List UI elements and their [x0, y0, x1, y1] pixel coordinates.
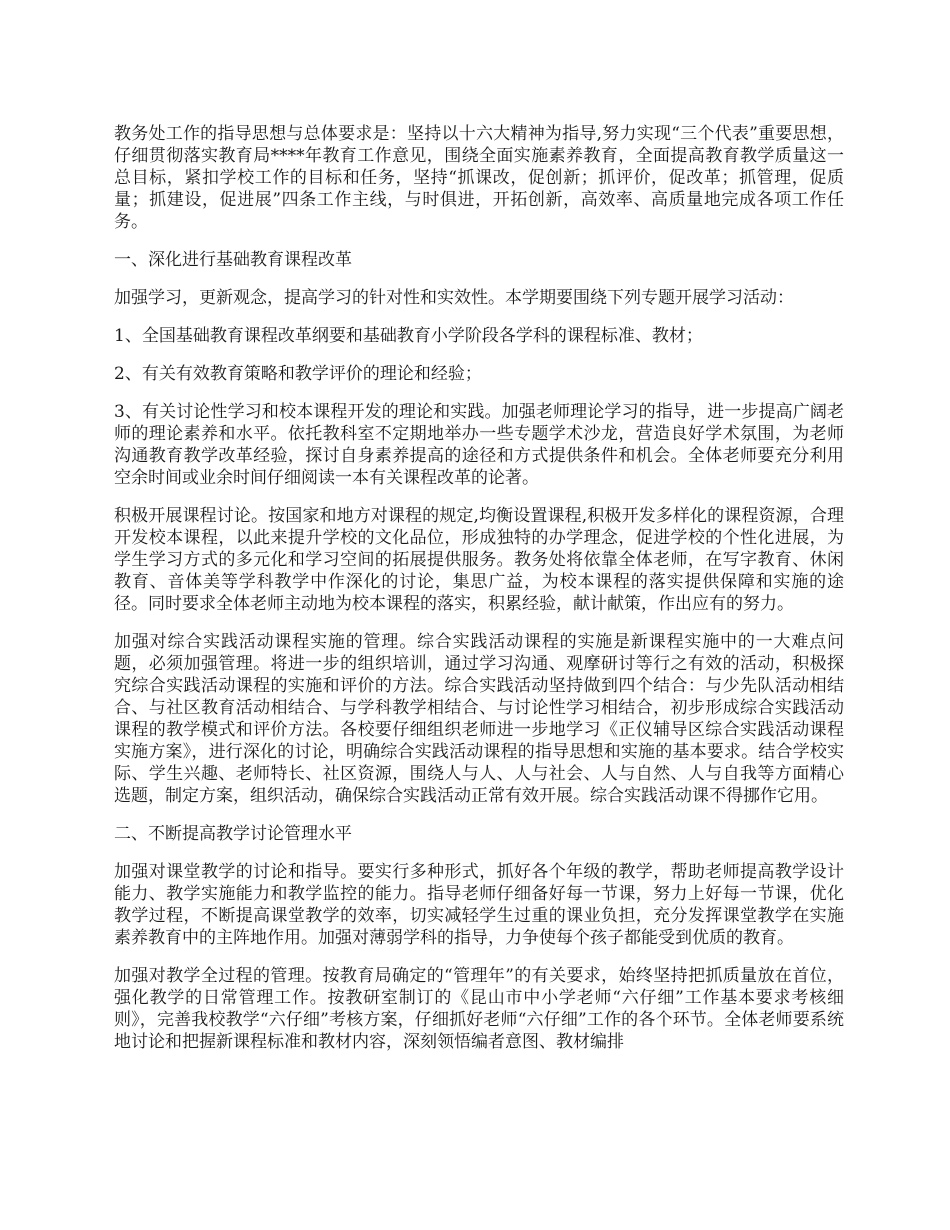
section-heading-curriculum-reform: 一、深化进行基础教育课程改革 — [114, 250, 352, 270]
intro-paragraph: 教务处工作的指导思想与总体要求是：坚持以十六大精神为指导,努力实现“三个代表”重要思想，仔细贯彻落实教育局****年教育工作意见，围绕全面实施素养教育，全面提高教育教学质量这一总目标，紧扣学校工作的目标和任务，坚持“抓课改，促创新；抓评价，促改革；抓管理，促质量；抓建设，促进展”四条工作主线，与时俱进，开拓创新，高效率、高质量地完成各项工作任务。 — [114, 124, 844, 232]
list-item-3: 3、有关讨论性学习和校本课程开发的理论和实践。加强老师理论学习的指导，进一步提高广阔老师的理论素养和水平。依托教科室不定期地举办一些专题学术沙龙，营造良好学术氛围，为老师沟通教育教学改革经验，探讨自身素养提高的途径和方式提供条件和机会。全体老师要充分利用空余时间或业余时间仔细阅读一本有关课程改革的论著。 — [114, 402, 844, 488]
section-heading-teaching-management: 二、不断提高教学讨论管理水平 — [114, 824, 352, 844]
list-item-1: 1、全国基础教育课程改革纲要和基础教育小学阶段各学科的课程标准、教材； — [114, 326, 703, 346]
list-item-2: 2、有关有效教育策略和教学评价的理论和经验； — [114, 364, 482, 384]
paragraph-curriculum-research: 积极开展课程讨论。按国家和地方对课程的规定,均衡设置课程,积极开发多样化的课程资源，合理开发校本课程，以此来提升学校的文化品位，形成独特的办学理念，促进学校的个性化进展，为学生学习方式的多元化和学习空间的拓展提供服务。教务处将依靠全体老师，在写字教育、休闲教育、音体美等学科教学中作深化的讨论，集思广益，为校本课程的落实提供保障和实施的途径。同时要求全体老师主动地为校本课程的落实，积累经验，献计献策，作出应有的努力。 — [114, 506, 844, 614]
paragraph-process-management: 加强对教学全过程的管理。按教育局确定的“管理年”的有关要求，始终坚持把抓质量放在首位，强化教学的日常管理工作。按教研室制订的《昆山市中小学老师“六仔细”工作基本要求考核细则》，完善我校教学“六仔细”考核方案，仔细抓好老师“六仔细”工作的各个环节。全体老师要系统地讨论和把握新课程标准和教材内容，深刻领悟编者意图、教材编排 — [114, 966, 844, 1052]
paragraph-classroom-teaching: 加强对课堂教学的讨论和指导。要实行多种形式，抓好各个年级的教学，帮助老师提高教学设计能力、教学实施能力和教学监控的能力。指导老师仔细备好每一节课，努力上好每一节课，优化教学过程，不断提高课堂教学的效率，切实减轻学生过重的课业负担，充分发挥课堂教学在实施素养教育中的主阵地作用。加强对薄弱学科的指导，力争使每个孩子都能受到优质的教育。 — [114, 862, 844, 948]
paragraph-study: 加强学习，更新观念，提高学习的针对性和实效性。本学期要围绕下列专题开展学习活动： — [114, 288, 794, 308]
paragraph-practice-activities: 加强对综合实践活动课程实施的管理。综合实践活动课程的实施是新课程实施中的一大难点问题，必须加强管理。将进一步的组织培训，通过学习沟通、观摩研讨等行之有效的活动，积极探究综合实践活动课程的实施和评价的方法。综合实践活动坚持做到四个结合：与少先队活动相结合、与社区教育活动相结合、与学科教学相结合、与讨论性学习相结合，初步形成综合实践活动课程的教学模式和评价方法。各校要仔细组织老师进一步地学习《正仪辅导区综合实践活动课程实施方案》，进行深化的讨论，明确综合实践活动课程的指导思想和实施的基本要求。结合学校实际、学生兴趣、老师特长、社区资源，围绕人与人、人与社会、人与自然、人与自我等方面精心选题，制定方案，组织活动，确保综合实践活动正常有效开展。综合实践活动课不得挪作它用。 — [114, 632, 844, 806]
document-body — [114, 123, 844, 1069]
